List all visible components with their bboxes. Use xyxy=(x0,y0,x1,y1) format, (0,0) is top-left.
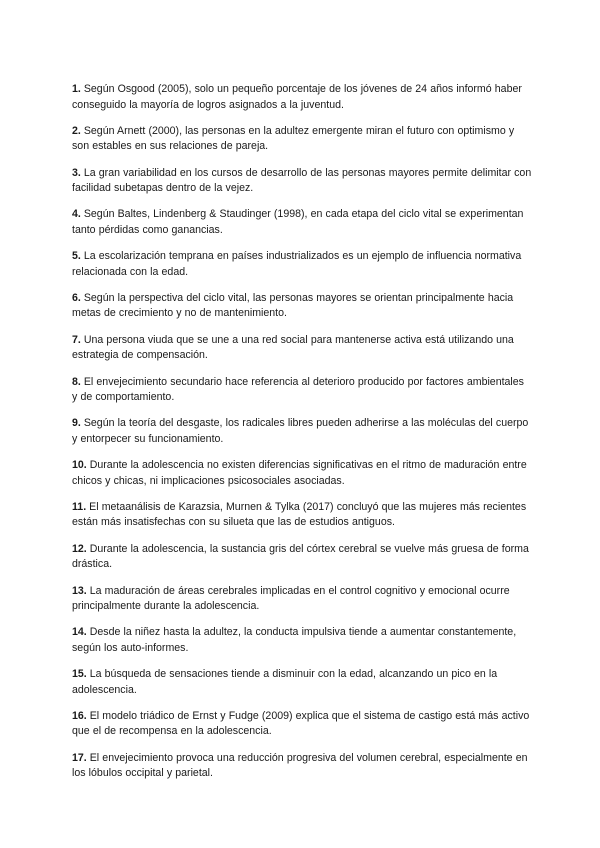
question-list xyxy=(72,82,532,793)
question-number: 2. xyxy=(72,124,81,137)
question-text: Según la perspectiva del ciclo vital, las personas mayores se orientan principalmente hacia metas de crecimiento y no de mantenimiento. xyxy=(72,291,514,320)
question-number: 16. xyxy=(72,709,87,722)
question-text: Según Baltes, Lindenberg & Staudinger (1998), en cada etapa del ciclo vital se experimentan tanto pérdidas como ganancias. xyxy=(72,208,524,236)
question-item-9 xyxy=(72,416,532,447)
question-number: 4. xyxy=(72,208,81,221)
question-item-2 xyxy=(72,124,532,155)
question-number: 10. xyxy=(72,459,87,472)
question-text: Desde la niñez hasta la adultez, la conducta impulsiva tiende a aumentar constantemente, según los auto-informes. xyxy=(72,626,517,654)
question-text: Según la teoría del desgaste, los radicales libres pueden adherirse a las moléculas del cuerpo y entorpecer su funcionamiento. xyxy=(72,417,529,445)
question-number: 3. xyxy=(72,166,81,179)
question-number: 5. xyxy=(72,250,81,263)
question-item-8 xyxy=(72,375,532,406)
question-number: 17. xyxy=(72,751,87,764)
question-item-4 xyxy=(72,207,532,238)
question-item-10 xyxy=(72,458,532,489)
question-item-11 xyxy=(72,500,532,531)
question-text: Durante la adolescencia, la sustancia gris del córtex cerebral se vuelve más gruesa de forma drástica. xyxy=(72,542,529,571)
question-item-6 xyxy=(72,291,532,322)
question-item-7 xyxy=(72,333,532,364)
question-text: El metaanálisis de Karazsia, Murnen & Tylka (2017) concluyó que las mujeres más recientes están más insatisfechas con su silueta que las de estudios antiguos. xyxy=(72,500,527,529)
question-text: El modelo triádico de Ernst y Fudge (2009) explica que el sistema de castigo está más activo que el de recompensa en la adolescencia. xyxy=(72,709,530,738)
question-number: 6. xyxy=(72,291,81,304)
question-item-17 xyxy=(72,751,532,782)
question-text: La gran variabilidad en los cursos de desarrollo de las personas mayores permite delimitar con facilidad subetapas dentro de la vejez. xyxy=(72,166,532,195)
question-text: Según Osgood (2005), solo un pequeño porcentaje de los jóvenes de 24 años informó haber conseguido la mayoría de logros asignados a la juventud. xyxy=(72,83,522,111)
question-item-1 xyxy=(72,82,532,113)
question-item-5 xyxy=(72,249,532,280)
question-text: La búsqueda de sensaciones tiende a disminuir con la edad, alcanzando un pico en la adolescencia. xyxy=(72,668,498,696)
question-number: 8. xyxy=(72,375,81,388)
question-number: 14. xyxy=(72,626,87,639)
question-number: 15. xyxy=(72,668,87,681)
question-text: El envejecimiento provoca una reducción progresiva del volumen cerebral, especialmente en los lóbulos occipital y parietal. xyxy=(72,751,528,780)
question-item-14 xyxy=(72,625,532,656)
question-text: La maduración de áreas cerebrales implicadas en el control cognitivo y emocional ocurre principalmente durante la adolescencia. xyxy=(72,584,510,613)
question-text: Durante la adolescencia no existen diferencias significativas en el ritmo de maduración entre chicos y chicas, ni implicaciones psicosociales asociadas. xyxy=(72,459,527,487)
question-item-16 xyxy=(72,709,532,740)
question-text: La escolarización temprana en países industrializados es un ejemplo de influencia normativa relacionada con la edad. xyxy=(72,250,522,278)
question-number: 9. xyxy=(72,417,81,430)
question-item-3 xyxy=(72,166,532,197)
question-item-15 xyxy=(72,667,532,698)
question-text: Según Arnett (2000), las personas en la adultez emergente miran el futuro con optimismo y son estables en sus relaciones de pareja. xyxy=(72,124,515,153)
question-number: 11. xyxy=(72,500,87,513)
question-text: El envejecimiento secundario hace referencia al deterioro producido por factores ambientales y de comportamiento. xyxy=(72,375,524,404)
question-item-12 xyxy=(72,542,532,573)
question-number: 13. xyxy=(72,584,87,597)
question-text: Una persona viuda que se une a una red social para mantenerse activa está utilizando una estrategia de compensación. xyxy=(72,333,514,362)
question-item-13 xyxy=(72,584,532,615)
question-number: 1. xyxy=(72,83,81,95)
question-number: 7. xyxy=(72,333,81,346)
question-number: 12. xyxy=(72,542,87,555)
